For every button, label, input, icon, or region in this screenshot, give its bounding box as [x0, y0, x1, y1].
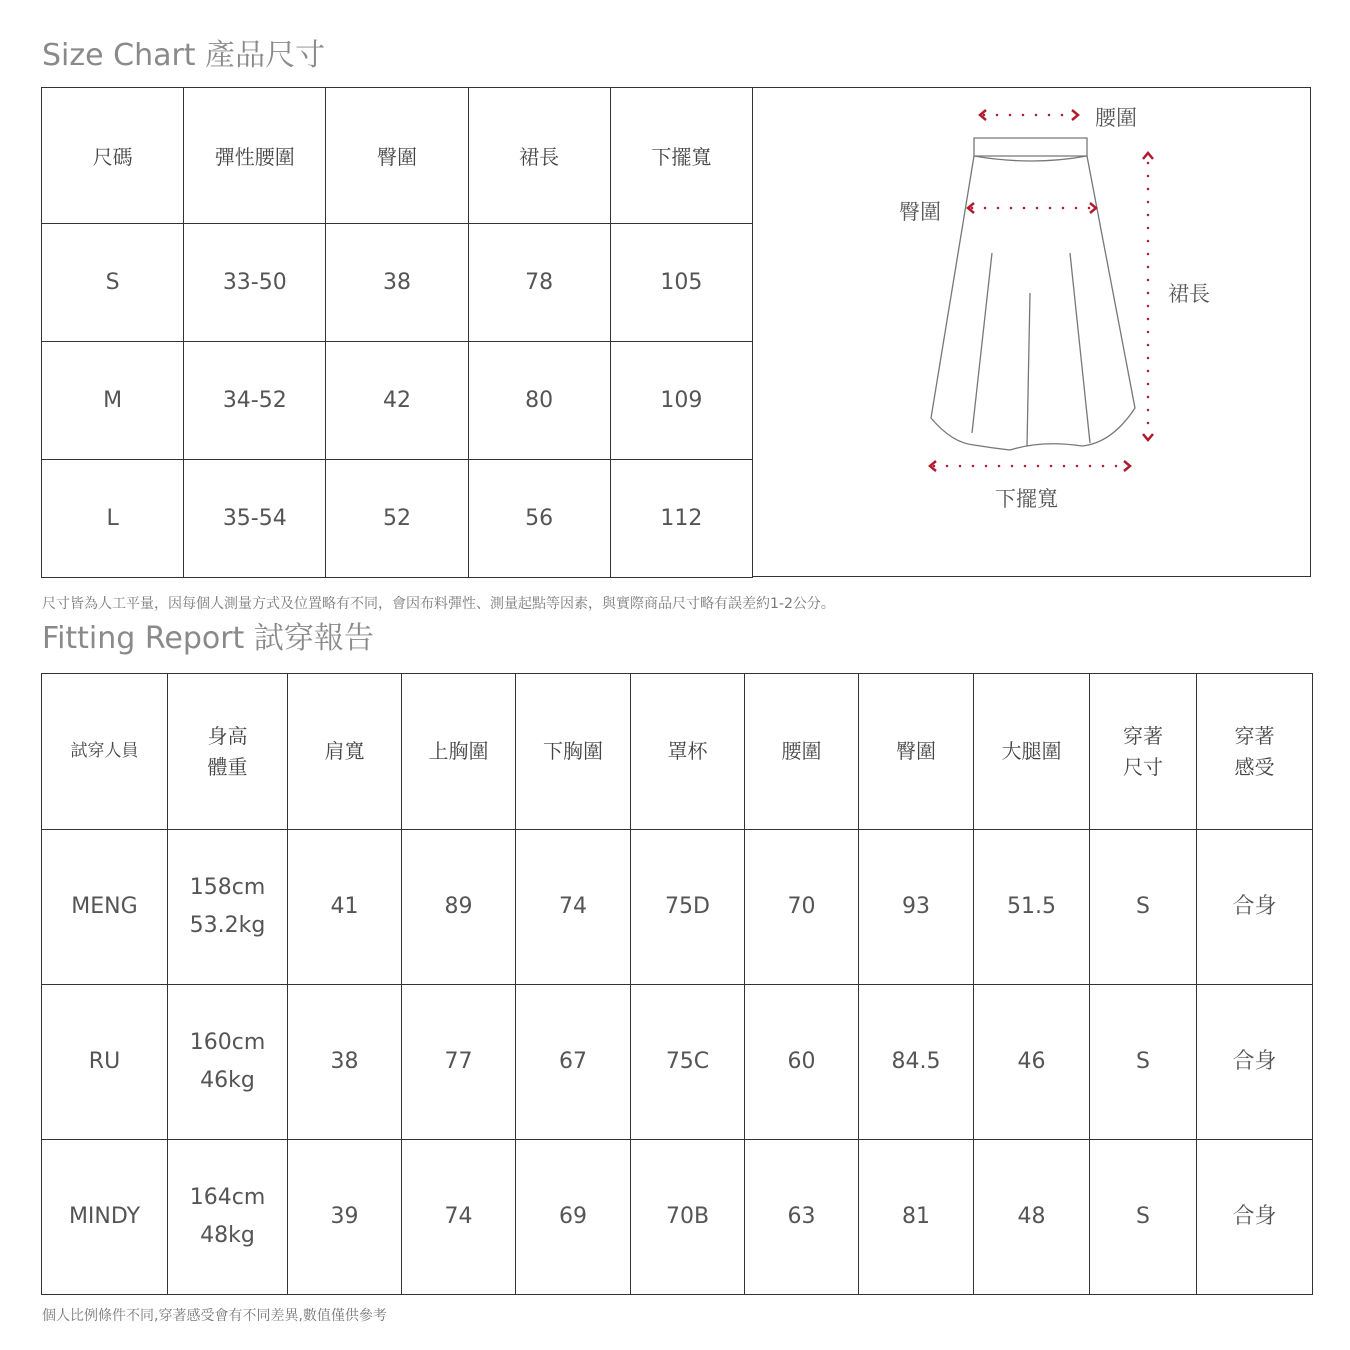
size-cell: 52 — [326, 460, 468, 578]
weight-value: 53.2kg — [189, 913, 266, 938]
upper-bust-value: 89 — [402, 830, 516, 985]
size-header-length: 裙長 — [468, 88, 610, 224]
size-cell: 105 — [610, 224, 752, 342]
size-cell: L — [42, 460, 184, 578]
table-row — [42, 1140, 1313, 1295]
shoulder-value: 38 — [288, 985, 402, 1140]
waist-value: 70 — [745, 830, 859, 985]
size-cell: 112 — [610, 460, 752, 578]
hip-value: 84.5 — [859, 985, 974, 1140]
size-cell: 33-50 — [184, 224, 326, 342]
height-value: 158cm — [189, 875, 266, 900]
waist-value: 63 — [745, 1140, 859, 1295]
fit-header-size-l2: 尺寸 — [1123, 754, 1163, 779]
upper-bust-value: 74 — [402, 1140, 516, 1295]
shoulder-value: 41 — [288, 830, 402, 985]
size-value: S — [1090, 830, 1197, 985]
size-chart-note: 尺寸皆為人工平量，因每個人測量方式及位置略有不同，會因布料彈性、測量起點等因素，與實際商品尺寸略有誤差約1-2公分。 — [42, 596, 835, 612]
arrow-heads — [930, 110, 1153, 471]
hem-label: 下擺寬 — [995, 487, 1058, 511]
fit-header-shoulder: 肩寬 — [288, 674, 402, 830]
size-header-hem: 下擺寬 — [610, 88, 752, 224]
upper-bust-value: 77 — [402, 985, 516, 1140]
skirt-diagram — [752, 87, 1311, 577]
table-row — [42, 224, 753, 342]
fit-header-feel-l2: 感受 — [1234, 754, 1275, 779]
weight-value: 48kg — [200, 1223, 255, 1248]
weight-value: 46kg — [200, 1068, 255, 1093]
fit-header-thigh: 大腿圍 — [974, 674, 1090, 830]
tester-name: MENG — [42, 830, 168, 985]
fit-header-size-l1: 穿著 — [1123, 723, 1163, 748]
height-value: 164cm — [189, 1185, 266, 1210]
size-chart-title: Size Chart 產品尺寸 — [42, 38, 326, 73]
cup-value: 75D — [631, 830, 745, 985]
hip-label: 臀圍 — [899, 200, 941, 224]
size-header-size: 尺碼 — [42, 88, 184, 224]
measure-arrows — [934, 115, 1148, 466]
length-label: 裙長 — [1168, 282, 1210, 306]
table-row — [42, 830, 1313, 985]
under-bust-value: 67 — [516, 985, 631, 1140]
fit-header-size — [1090, 674, 1197, 830]
size-cell: 80 — [468, 342, 610, 460]
feel-value: 合身 — [1197, 1140, 1313, 1295]
fit-header-tester: 試穿人員 — [42, 674, 168, 830]
table-row — [42, 985, 1313, 1140]
feel-value: 合身 — [1197, 985, 1313, 1140]
size-cell: 42 — [326, 342, 468, 460]
fit-header-feel — [1197, 674, 1313, 830]
fitting-report-note: 個人比例條件不同,穿著感受會有不同差異,數值僅供參考 — [42, 1308, 387, 1324]
thigh-value: 46 — [974, 985, 1090, 1140]
tester-name: MINDY — [42, 1140, 168, 1295]
fit-table-header-row — [42, 674, 1313, 830]
fit-header-waist: 腰圍 — [745, 674, 859, 830]
fit-header-under-bust: 下胸圍 — [516, 674, 631, 830]
size-cell: 78 — [468, 224, 610, 342]
size-chart-table — [41, 87, 753, 578]
cup-value: 75C — [631, 985, 745, 1140]
fit-header-feel-l1: 穿著 — [1234, 723, 1275, 748]
height-weight — [168, 985, 288, 1140]
skirt-outline — [931, 138, 1135, 450]
size-table-header-row — [42, 88, 753, 224]
under-bust-value: 69 — [516, 1140, 631, 1295]
fit-header-height: 身高 — [207, 723, 248, 748]
table-row — [42, 460, 753, 578]
fit-header-hip: 臀圍 — [859, 674, 974, 830]
waist-label: 腰圍 — [1095, 106, 1137, 130]
height-value: 160cm — [189, 1030, 266, 1055]
fit-header-height-weight — [168, 674, 288, 830]
table-row — [42, 342, 753, 460]
height-weight — [168, 1140, 288, 1295]
size-cell: M — [42, 342, 184, 460]
fit-header-cup: 罩杯 — [631, 674, 745, 830]
size-cell: 56 — [468, 460, 610, 578]
tester-name: RU — [42, 985, 168, 1140]
thigh-value: 48 — [974, 1140, 1090, 1295]
cup-value: 70B — [631, 1140, 745, 1295]
size-header-hip: 臀圍 — [326, 88, 468, 224]
feel-value: 合身 — [1197, 830, 1313, 985]
size-cell: 35-54 — [184, 460, 326, 578]
shoulder-value: 39 — [288, 1140, 402, 1295]
size-value: S — [1090, 1140, 1197, 1295]
fitting-report-title: Fitting Report 試穿報告 — [42, 621, 374, 656]
waist-value: 60 — [745, 985, 859, 1140]
size-cell: 38 — [326, 224, 468, 342]
hip-value: 93 — [859, 830, 974, 985]
size-cell: 34-52 — [184, 342, 326, 460]
fit-header-upper-bust: 上胸圍 — [402, 674, 516, 830]
size-value: S — [1090, 985, 1197, 1140]
hip-value: 81 — [859, 1140, 974, 1295]
size-cell: 109 — [610, 342, 752, 460]
thigh-value: 51.5 — [974, 830, 1090, 985]
height-weight — [168, 830, 288, 985]
size-header-waist: 彈性腰圍 — [184, 88, 326, 224]
fit-header-weight: 體重 — [207, 754, 248, 779]
size-cell: S — [42, 224, 184, 342]
fitting-report-table — [41, 673, 1313, 1295]
under-bust-value: 74 — [516, 830, 631, 985]
